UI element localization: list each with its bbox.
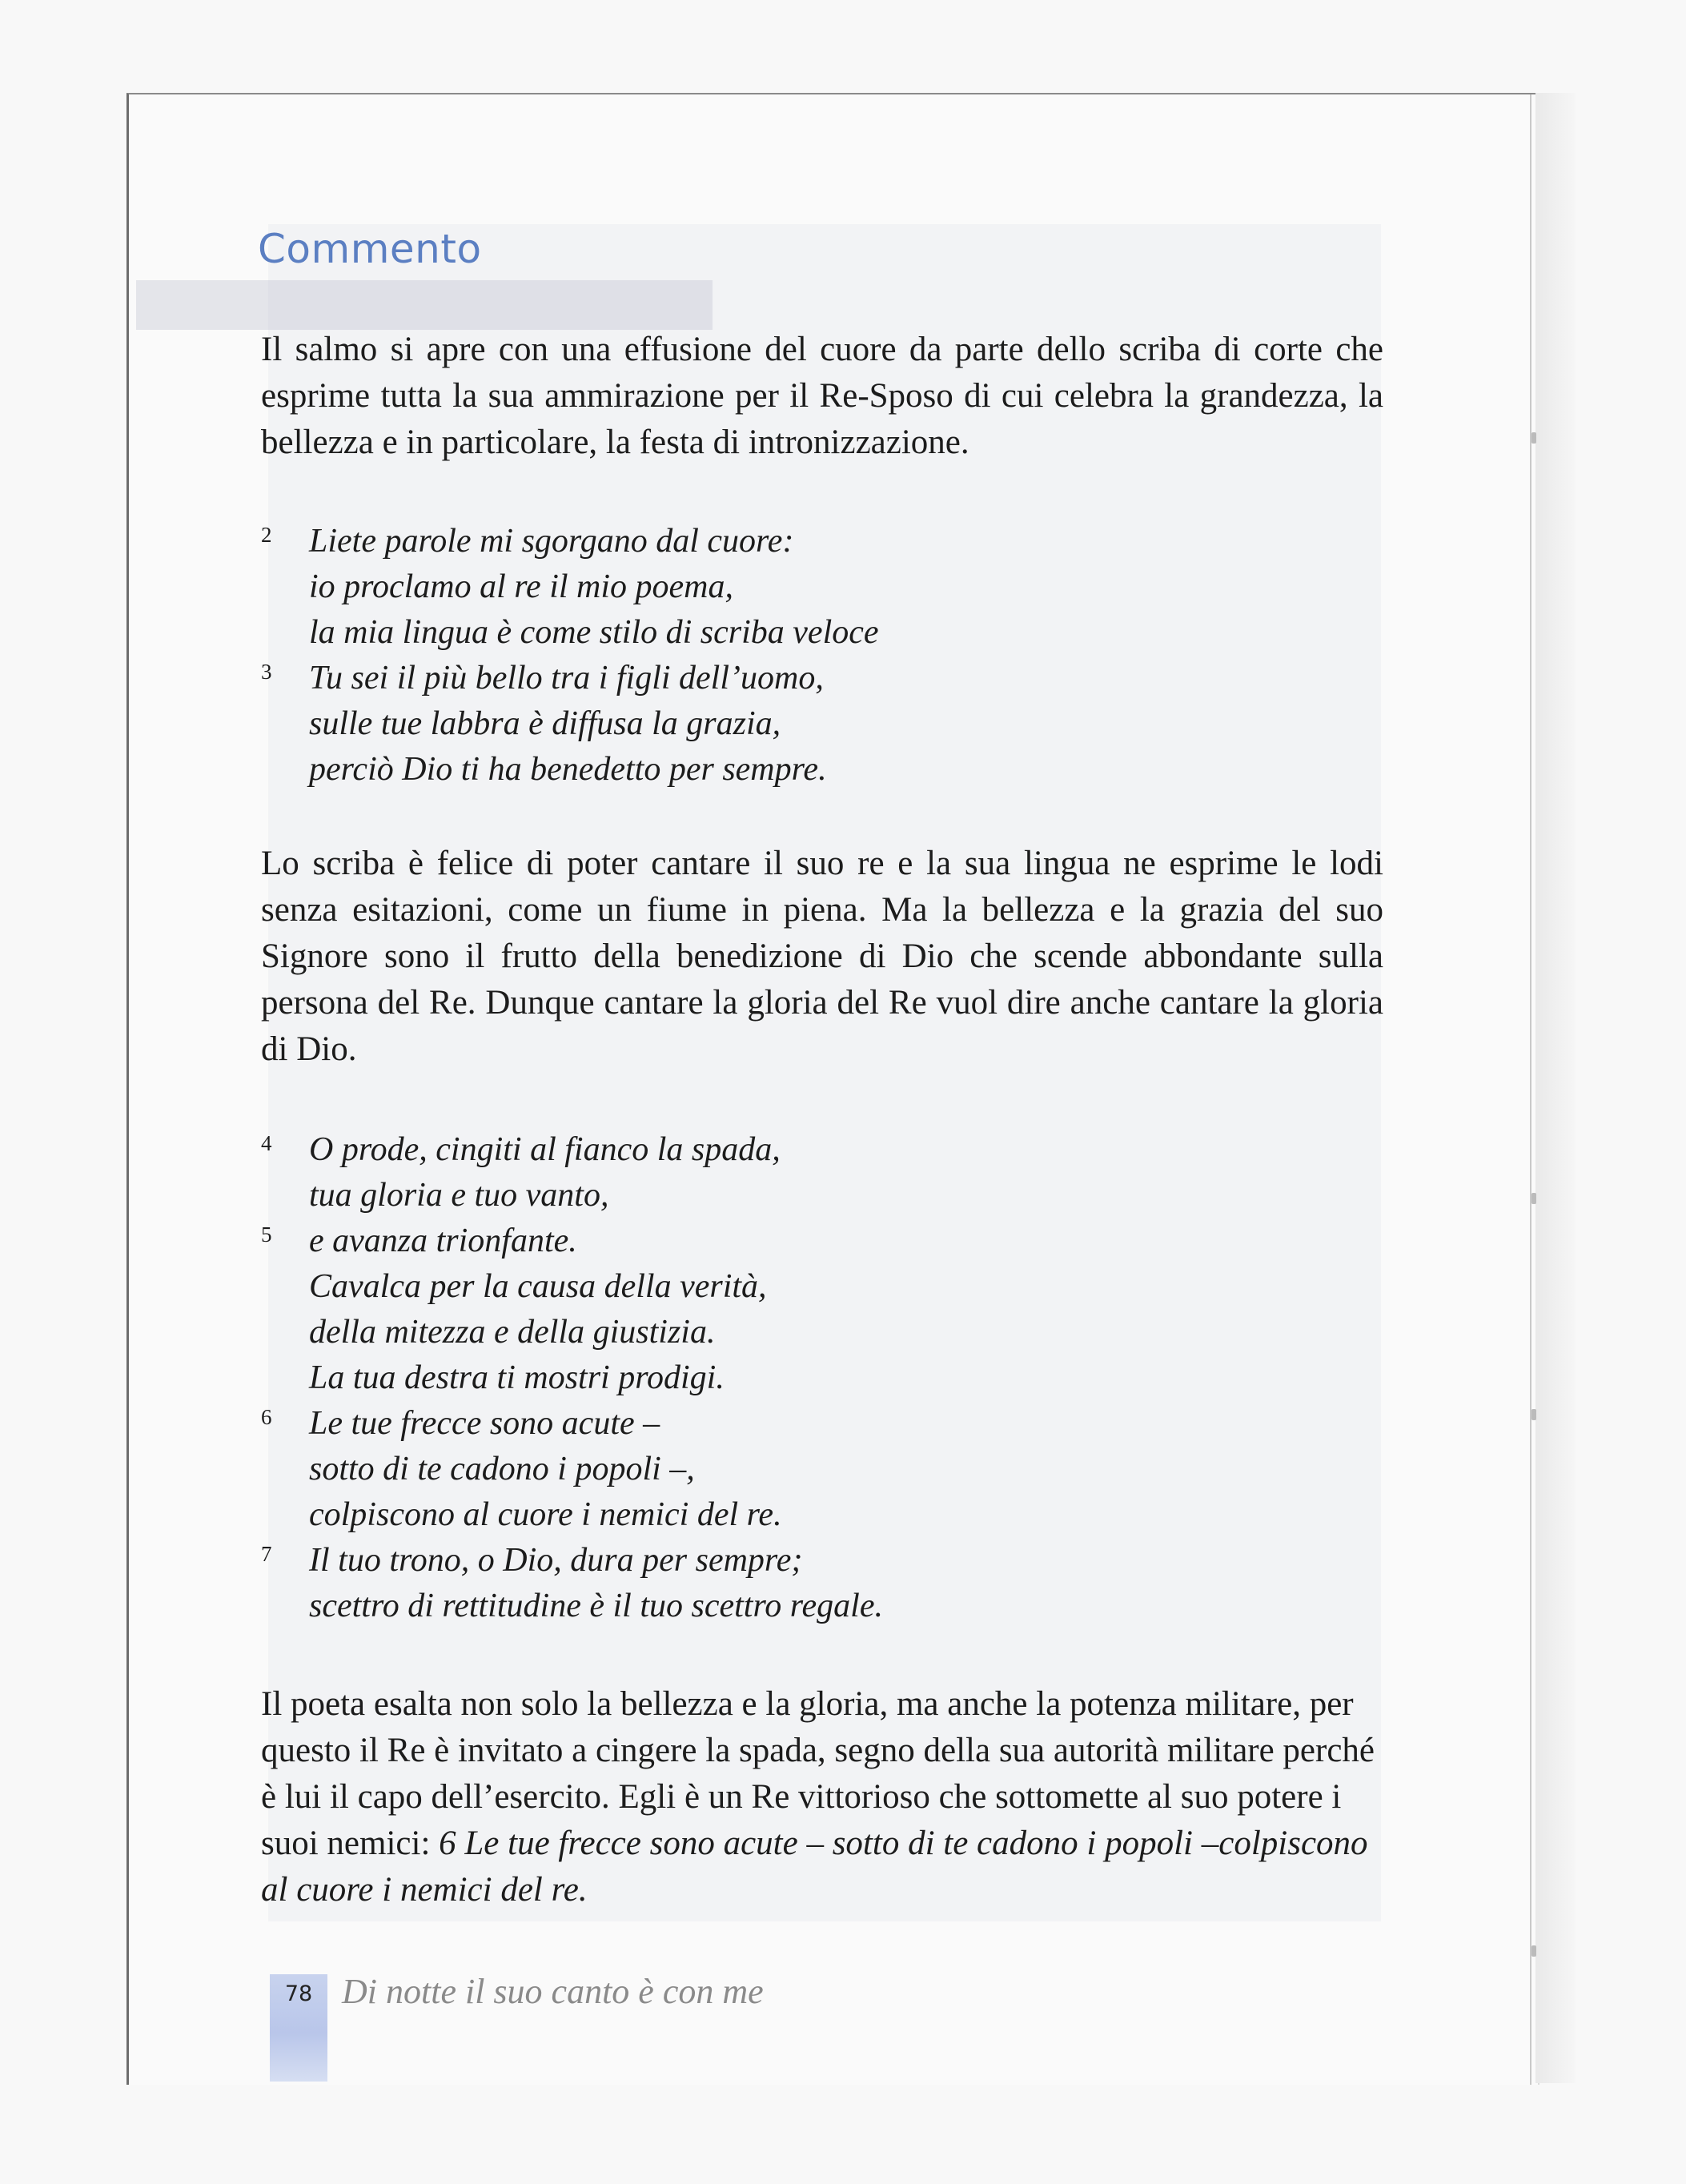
page-number: 78 (284, 1981, 313, 2006)
bleed-through-band (136, 280, 713, 330)
verse-text: colpiscono al cuore i nemici del re. (309, 1496, 782, 1533)
page-gutter (1530, 94, 1531, 2085)
verse-text: Liete parole mi sgorgano dal cuore: (309, 523, 794, 560)
paragraph-poeta-lead: Il poeta esalta non solo la bellezza e la gloria, ma anche la potenza militare, per questo il Re è invitato a cingere la spada, segno della sua autorità militare perché è lui il capo dell’esercito. Egli è un Re vittorioso che sottomette al suo potere i suoi nemici: (261, 1685, 1375, 1862)
verse-number: 6 (261, 1405, 272, 1429)
running-title: Di notte il suo canto è con me (342, 1972, 764, 2011)
verse-text: sotto di te cadono i popoli –, (309, 1451, 695, 1487)
verse-text: perciò Dio ti ha benedetto per sempre. (309, 751, 827, 788)
verse-text: Il tuo trono, o Dio, dura per sempre; (309, 1542, 803, 1579)
verse-text: scettro di rettitudine è il tuo scettro regale. (309, 1588, 883, 1624)
binding-mark (1531, 432, 1536, 444)
binding-mark (1531, 1193, 1536, 1204)
verse-text: O prode, cingiti al fianco la spada, (309, 1131, 781, 1168)
verse-text: Le tue frecce sono acute – (309, 1405, 660, 1442)
verse-text: Tu sei il più bello tra i figli dell’uomo, (309, 660, 824, 697)
verse-text: la mia lingua è come stilo di scriba veloce (309, 614, 879, 651)
verse-text: La tua destra ti mostri prodigi. (309, 1359, 725, 1396)
facing-page-edge (1535, 93, 1576, 2083)
verse-text: e avanza trionfante. (309, 1222, 577, 1259)
paragraph-scriba: Lo scriba è felice di poter cantare il suo re e la sua lingua ne esprime le lodi senza esitazioni, come un fiume in piena. Ma la bellezza e la grazia del suo Signore sono il frutto della benedizione di Dio che scende abbondante sulla persona del Re. Dunque cantare la gloria del Re vuol dire anche cantare la gloria di Dio. (261, 845, 1383, 1068)
paragraph-poeta-quote: 6 Le tue frecce sono acute – sotto di te cadono i popoli –colpiscono al cuore i nemici del re. (261, 1825, 1368, 1909)
verse-text: della mitezza e della giustizia. (309, 1314, 716, 1351)
bleed-through-panel (268, 224, 1381, 1921)
paragraph-poeta (261, 1681, 1383, 1913)
binding-mark (1531, 1409, 1536, 1420)
verse-text: io proclamo al re il mio poema, (309, 568, 734, 605)
verse-text: Cavalca per la causa della verità, (309, 1268, 767, 1305)
verse-number: 7 (261, 1542, 272, 1566)
verse-text: sulle tue labbra è diffusa la grazia, (309, 705, 781, 742)
verse-number: 2 (261, 523, 272, 547)
verse-text: tua gloria e tuo vanto, (309, 1177, 609, 1214)
verse-number: 5 (261, 1222, 272, 1247)
verse-number: 4 (261, 1131, 272, 1155)
section-heading: Commento (258, 226, 482, 272)
verse-number: 3 (261, 660, 272, 684)
paragraph-intro: Il salmo si apre con una effusione del cuore da parte dello scriba di corte che esprime tutta la sua ammirazione per il Re-Sposo di cui celebra la grandezza, la bellezza e in particolare, la festa di intronizzazione. (261, 331, 1383, 461)
binding-mark (1531, 1945, 1536, 1957)
